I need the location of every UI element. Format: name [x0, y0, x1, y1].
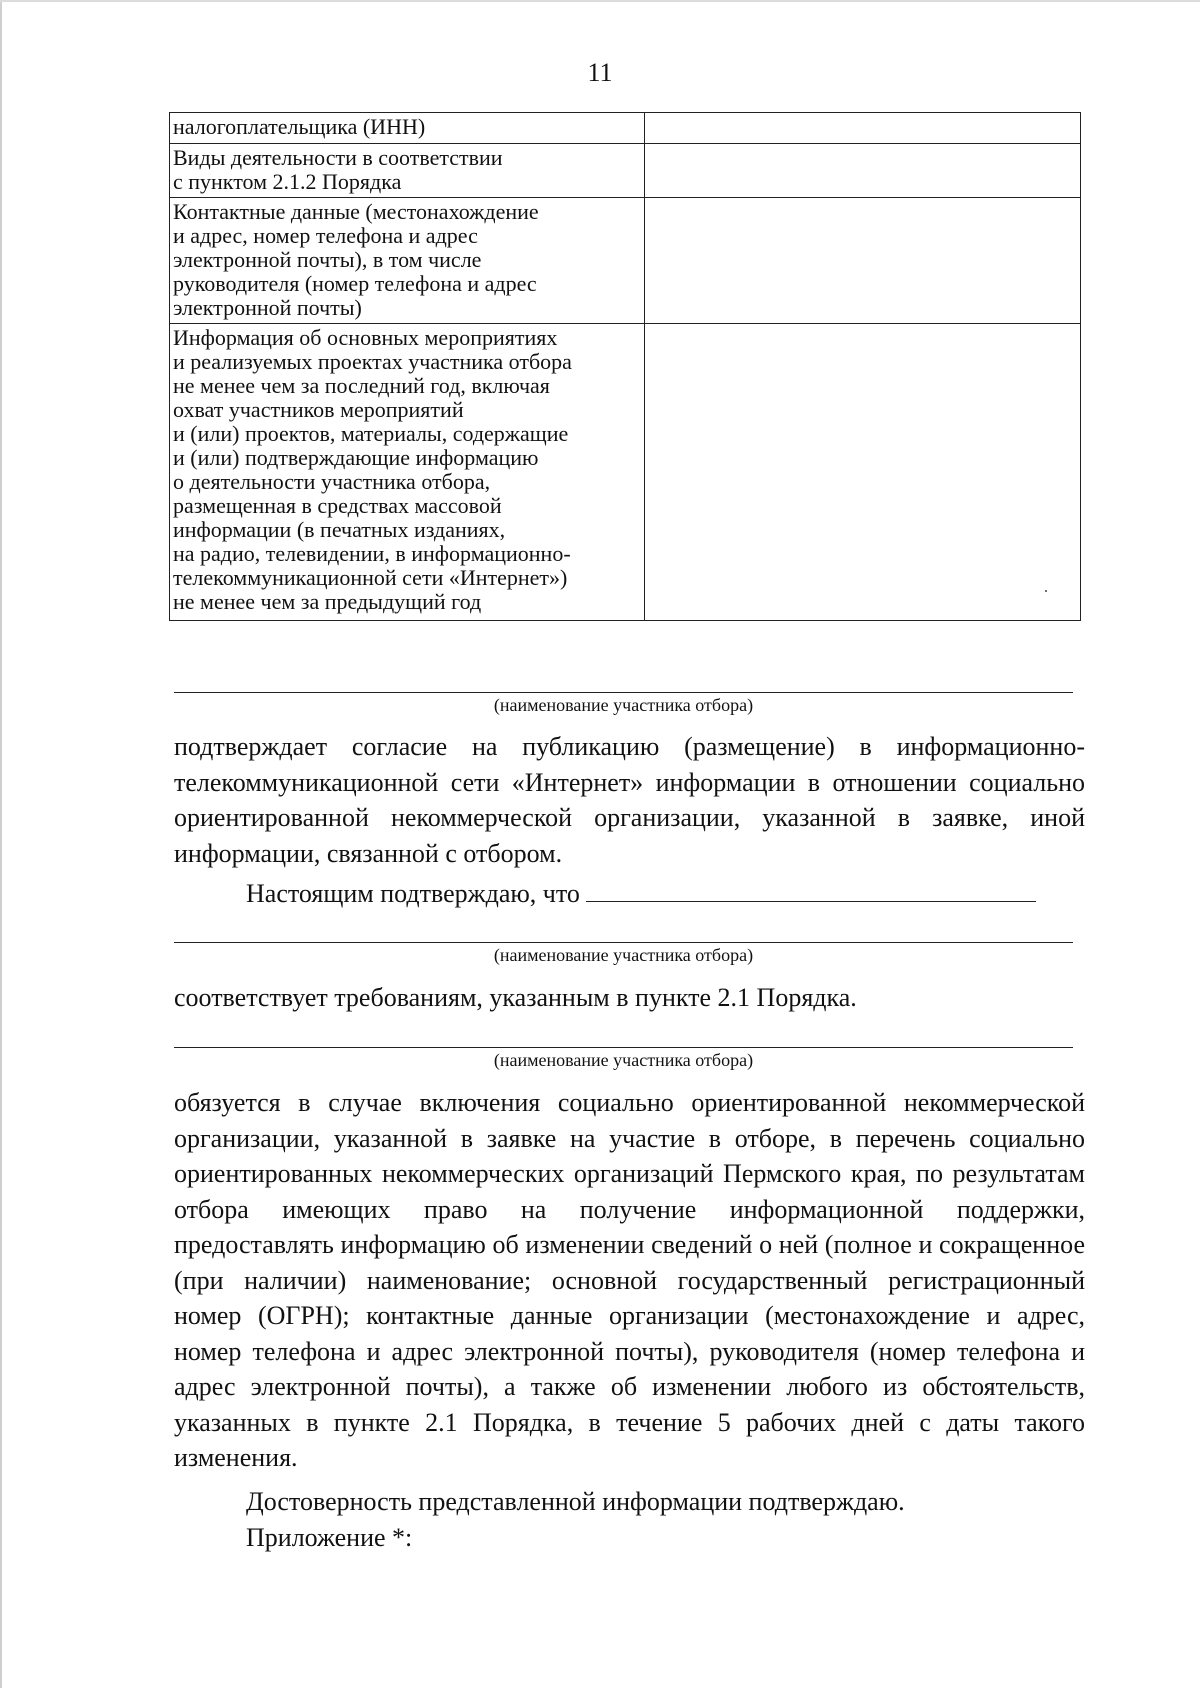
signature-line	[174, 942, 1073, 943]
table-cell-value	[645, 324, 1081, 621]
table-row	[170, 113, 1081, 144]
table-cell-label: Контактные данные (местонахождение и адрес, номер телефона и адрес электронной почты), в том числе руководителя (номер телефона и адрес электронной почты)	[170, 198, 645, 324]
confirm-line	[246, 876, 1036, 912]
table-row	[170, 198, 1081, 324]
confirm-text: Настоящим подтверждаю, что	[246, 879, 580, 908]
participant-caption: (наименование участника отбора)	[493, 945, 754, 965]
table-cell-value	[645, 198, 1081, 324]
table-row	[170, 144, 1081, 198]
table-cell-label: Информация об основных мероприятиях и реализуемых проектах участника отбора не менее чем за последний год, включая охват участников мероприятий и (или) проектов, материалы, содержащие и (или) подтверждающие информацию о деятельности участника отбора, размещенная в средствах массовой информации (в печатных изданиях, на радио, телевидении, в информационно- телекоммуникационной сети «Интернет») не менее чем за предыдущий год	[170, 324, 645, 621]
scan-speck	[1045, 590, 1047, 592]
consent-paragraph: подтверждает согласие на публикацию (размещение) в информационно-телекоммуникационной сети «Интернет» информации в отношении социально ориентированной некоммерческой организации, указанной в заявке, иной информации, связанной с отбором.	[174, 732, 1085, 868]
page-number: 11	[587, 58, 613, 87]
page-edge	[0, 0, 2, 1688]
page-edge-top	[0, 0, 1200, 2]
table-cell-value	[645, 113, 1081, 144]
table-row	[170, 324, 1081, 621]
requirements-paragraph: соответствует требованиям, указанным в пункте 2.1 Порядка.	[174, 983, 857, 1012]
signature-line	[174, 692, 1073, 693]
participant-caption: (наименование участника отбора)	[493, 695, 754, 715]
obligation-paragraph: обязуется в случае включения социально ориентированной некоммерческой организации, указанной в заявке на участие в отборе, в перечень социально ориентированных некоммерческих организаций Пермского края, по результатам отбора имеющих право на получение информационной поддержки, предоставлять информацию об изменении сведений о ней (полное и сокращенное (при наличии) наименование; основной государственный регистрационный номер (ОГРН); контактные данные организации (местонахождение и адрес, номер телефона и адрес электронной почты), руководителя (номер телефона и адрес электронной почты), а также об изменении любого из обстоятельств, указанных в пункте 2.1 Порядка, в течение 5 рабочих дней с даты такого изменения.	[174, 1088, 1085, 1472]
signature-line	[174, 1047, 1073, 1048]
participant-caption: (наименование участника отбора)	[493, 1050, 754, 1070]
table-cell-label: Виды деятельности в соответствии с пунктом 2.1.2 Порядка	[170, 144, 645, 198]
fill-in-blank	[586, 877, 1036, 902]
table-cell-value	[645, 144, 1081, 198]
reliability-line: Достоверность представленной информации подтверждаю.	[246, 1487, 905, 1516]
appendix-line: Приложение *:	[246, 1523, 413, 1552]
form-table	[169, 112, 1081, 621]
table-cell-label: налогоплательщика (ИНН)	[170, 113, 645, 144]
